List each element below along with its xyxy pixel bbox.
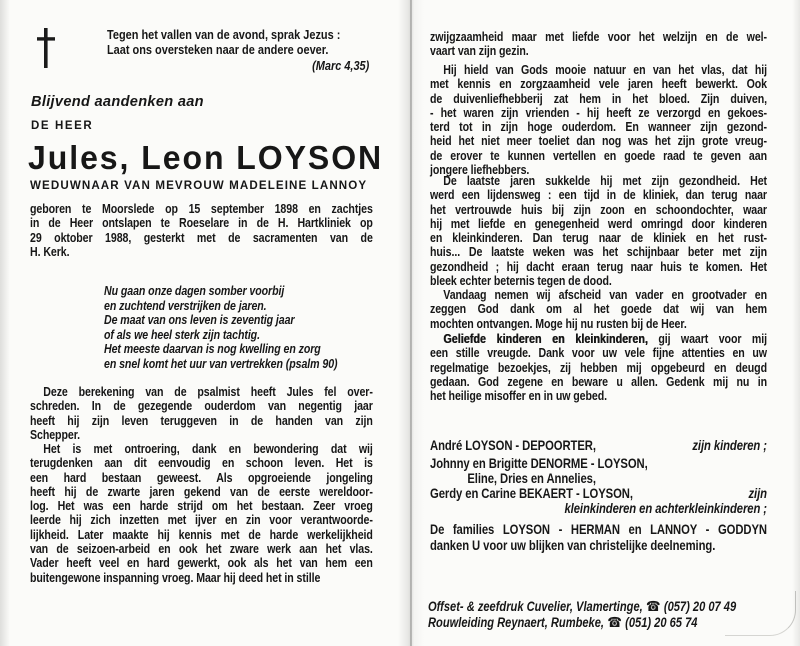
psalm-verse [104, 284, 370, 371]
text-line: schreden. In de gezegende ouderdom van negentig jaar [30, 398, 373, 414]
dedication-line: Blijvend aandenken aan [31, 94, 204, 110]
eulogy-paragraph-1 [30, 385, 373, 442]
text-line: 29 oktober 1988, gesterkt met de sacramenten van de [30, 229, 373, 245]
grandchildren-label-part1: zijn [748, 486, 767, 501]
text-line: en kleinkinderen. Dan terug naar de kliniek en het rust- [430, 230, 767, 246]
message-paragraph [430, 332, 767, 403]
text-line: De maat van ons leven is zeventig jaar [104, 312, 295, 327]
text-line: en snel komt het uur van vertrekken (psalm 90) [104, 355, 338, 371]
text-line: vaart van zijn gezin. [430, 43, 529, 59]
text-line: in de Heer ontslapen te Roeselare in de H. Hartkliniek op [30, 215, 373, 231]
text-line: hij met liefde en genegenheid werd omringd door kinderen [430, 215, 767, 231]
phone-icon: ☎ [646, 598, 661, 614]
text-line: jongere liefhebbers. [430, 162, 530, 178]
text-line: heid het niet meer toeliet dan nog was het zijn grote vreug- [430, 133, 767, 149]
quote-source: (Marc 4,35) [312, 57, 370, 73]
message-first-line [430, 332, 767, 346]
life-dates-paragraph [30, 202, 373, 259]
text-line: De laatste jaren sukkelde hij met zijn gezondheid. Het [443, 173, 767, 188]
message-rest-lines [430, 346, 767, 403]
scan-left-edge [0, 0, 10, 646]
children-row [430, 438, 767, 453]
text-line: met kennis en zorgzaamheid vele jaren heeft bewerkt. Ook [430, 76, 767, 92]
latin-cross-icon [36, 28, 56, 73]
message-bold-lead: Geliefde kinderen en kleinkinderen, [443, 331, 648, 346]
card-fold-line [410, 0, 412, 646]
text-line: buitengewone inspanning vroeg. Maar hij deed het in stille [30, 569, 321, 585]
quote-line: Laat ons oversteken naar de andere oever. [107, 42, 329, 58]
text-line: Deze berekening van de psalmist heeft Jules fel over- [43, 384, 373, 399]
text-line: bleek echter beternis tegen de dood. [430, 273, 612, 289]
honorific: DE HEER [31, 120, 94, 132]
text-line: log. Het was een harde strijd om het bestaan. Zeer vroeg [30, 498, 373, 514]
text-line: Hij hield van Gods mooie natuur en van het vlas, dat hij [443, 62, 767, 77]
text-line: Schepper. [30, 426, 81, 442]
text-line: zwijgzaamheid maar met liefde voor het welzijn en de wel- [430, 29, 767, 44]
text-line: werd een lijdensweg : een tijd in de kliniek, dan terug naar [430, 187, 767, 203]
text-line: heeft hij de zwarte jaren gekend van de eerste wereldoor- [30, 483, 373, 499]
printer-name-2: Rouwleiding Reynaert, Rumbeke, [428, 614, 605, 630]
children-label: zijn kinderen ; [692, 438, 767, 453]
printer-phone-2: (051) 20 65 74 [625, 614, 698, 630]
text-line: en zuchtend verstrijken de jaren. [104, 297, 267, 313]
printer-name-1: Offset- & zeefdruk Cuvelier, Vlamertinge, [428, 599, 643, 614]
children-name: André LOYSON - DEPOORTER, [430, 438, 596, 453]
printer-credit [428, 599, 765, 630]
text-line: - het waren zijn vrienden - hij heeft ze verzorgd en gekoes- [430, 104, 767, 120]
text-line: Het meeste daarvan is nog kwelling en zorg [104, 341, 321, 356]
phone-icon: ☎ [607, 613, 622, 630]
text-line: geboren te Moorslede op 15 september 1898 en zachtjes [30, 201, 373, 216]
text-line: de duivenliefhebberij zat hem in het bloed. Zijn duiven, [430, 90, 767, 106]
printer-line-2 [428, 615, 765, 631]
message-line1-rest: gij waart voor mij [658, 331, 767, 346]
grandchildren-row-3 [430, 486, 767, 501]
text-line: een hard bestaan geweest. Als opgroeiende jongeling [30, 469, 373, 485]
text-line: terugdenken aan dit eenvoudig en schoon leven. Het is [30, 455, 373, 471]
text-line: een stille vreugde. Dank voor uw vele fijne attenties en uw [430, 345, 767, 361]
text-line: gedaan. God zegene en beware u allen. Gedenk mij nu in [430, 373, 767, 389]
families-line: De families LOYSON - HERMAN en LANNOY - GODDYN [430, 522, 767, 537]
text-line: heeft hij zijn leven teruggeven in de handen van zijn [30, 412, 373, 428]
deceased-name: Jules, Leon LOYSON [28, 139, 384, 176]
scripture-quote [107, 27, 373, 73]
grandchildren-row-2: Eline, Dries en Annelies, [467, 471, 596, 486]
text-line: lijkheid. Later maakte hij kennis met de harde werkelijkheid [30, 526, 373, 542]
text-line: Vader heeft veel en hard gewerkt, ook als het van hem een [30, 555, 373, 571]
text-line: Het is met ontroering, dank en bewondering dat wij [43, 441, 373, 456]
text-line: regelmatige bezoekjes, zij hebben mij opgebeurd en deugd [430, 359, 767, 375]
text-line: zeggen God dank om al het goede dat wij van hem [430, 301, 767, 317]
grandchildren-name: Gerdy en Carine BEKAERT - LOYSON, [430, 486, 633, 501]
grandchildren-row-1: Johnny en Brigitte DENORME - LOYSON, [430, 456, 648, 471]
text-line: huis... De laatste weken was het schijnbaar beter met zijn [430, 244, 767, 260]
text-line: de erover te kunnen vertellen en goede raad te geven aan [430, 147, 767, 163]
scan-right-edge [792, 0, 800, 646]
text-line: het vertrouwde huis bij zijn zoon en schoondochter, waar [430, 201, 767, 217]
eulogy-paragraph-2 [30, 442, 373, 585]
family-list [430, 438, 767, 553]
printer-line-1 [428, 599, 765, 615]
text-line: gezondheid ; hij dacht eraan terug naar huis te komen. Het [430, 258, 767, 274]
continuation-paragraph [430, 30, 767, 59]
text-line: het heilige misoffer en in uw gebed. [430, 388, 608, 404]
text-line: Nu gaan onze dagen somber voorbij [104, 283, 285, 298]
text-line: van de seizoen-arbeid en ook het zware werk aan het vlas. [30, 541, 373, 557]
farewell-paragraph [430, 288, 767, 331]
printer-phone-1: (057) 20 07 49 [663, 599, 737, 614]
illness-paragraph [430, 174, 767, 288]
grandchildren-label-part2: kleinkinderen en achterkleinkinderen ; [564, 501, 767, 516]
text-line: Vandaag nemen wij afscheid van vader en grootvader en [443, 287, 767, 302]
widower-line: WEDUWNAAR VAN MEVROUW MADELEINE LANNOY [30, 179, 368, 192]
hobbies-paragraph [430, 63, 767, 177]
text-line: terd tot in zijn hoge ouderdom. En wanneer zijn gezond- [430, 119, 767, 135]
text-line: leerde hij zich inzetten met ijver en zin voor verantwoorde- [30, 512, 373, 528]
text-line: mochten ontvangen. Moge hij nu rusten bij de Heer. [430, 315, 687, 331]
quote-line: Tegen het vallen van de avond, sprak Jezus : [107, 27, 341, 42]
text-line: H. Kerk. [30, 243, 70, 259]
thanks-line: danken U voor uw blijken van christelijke deelneming. [430, 538, 716, 553]
text-line: of als we heel sterk zijn tachtig. [104, 326, 260, 342]
